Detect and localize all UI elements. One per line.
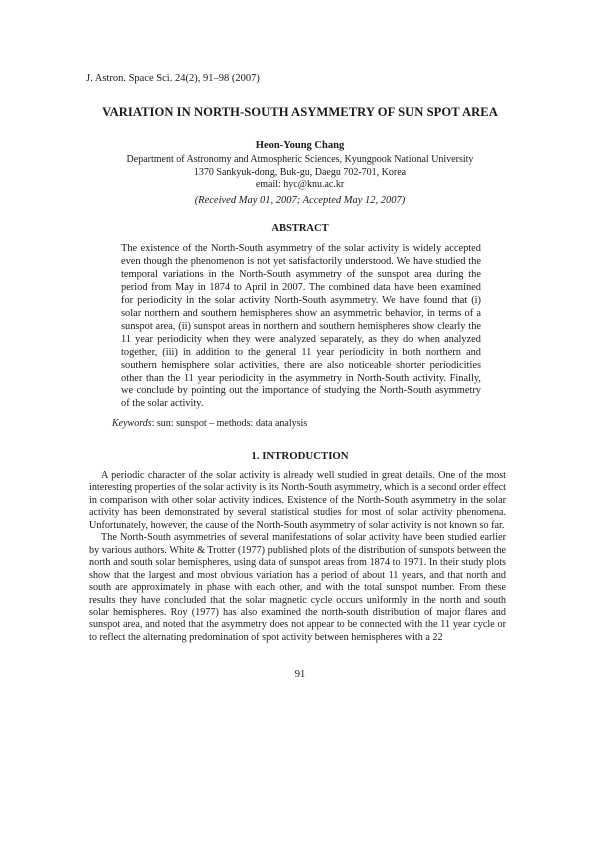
journal-reference: J. Astron. Space Sci. 24(2), 91–98 (2007) [86, 73, 260, 84]
keywords-line [112, 418, 307, 429]
body-paragraph: A periodic character of the solar activity is already well studied in great details. One of the most interesting properties of the solar activity is its North-South asymmetry, which is a second order effect in comparison with other solar activity indices. Existence of the North-South asymmetry in the solar activity has been demonstrated by several statistical studies for most of solar activity phenomena. Unfortunately, however, the cause of the North-South asymmetry of solar activity is not known so far. [89, 470, 506, 531]
abstract-text: The existence of the North-South asymmetry of the solar activity is widely accepted even though the phenomenon is not yet satisfactorily understood. We have studied the temporal variations in the North-South asymmetry of the sunspot area during the period from May in 1874 to April in 2007. The combined data have been examined for periodicity in the solar activity North-South asymmetry. We have found that (i) solar northern and southern hemispheres show an asymmetric behavior, in terms of a sunspot area, (ii) sunspot areas in northern and southern hemispheres show clearly the 11 year periodicity when they were analyzed separately, as they do when analyzed together, (iii) in addition to the general 11 year periodicity in both northern and southern hemisphere solar activities, there are also noticeable shorter periodicities other than the 11 year periodicity in the asymmetry in North-South activity. Finally, we conclude by pointing out the importance of studying the North-South asymmetry of the solar activity. [121, 243, 481, 410]
paper-title: VARIATION IN NORTH-SOUTH ASYMMETRY OF SUN SPOT AREA [102, 105, 498, 119]
keywords-label: Keywords [112, 418, 152, 429]
affiliation-email: email: hyc@knu.ac.kr [255, 179, 345, 190]
author-name: Heon-Young Chang [255, 140, 345, 151]
affiliation-department: Department of Astronomy and Atmospheric Sciences, Kyungpook National University [126, 154, 474, 165]
affiliation-address: 1370 Sankyuk-dong, Buk-gu, Daegu 702-701, Korea [193, 166, 407, 178]
section-heading-introduction: 1. INTRODUCTION [251, 450, 349, 462]
body-paragraph: The North-South asymmetries of several manifestations of solar activity have been studied earlier by various authors. White & Trotter (1977) published plots of the distribution of sunspots between the north and south solar hemispheres, using data of sunspot areas from 1874 to 1971. In their study plots show that the largest and most obvious variation has a period of about 11 years, and that north and south are approximately in phase with each other, and with the total sunspot number. From these results they have concluded that the solar magnetic cycle occurs uniformly in the north and south solar hemispheres. Roy (1977) has also examined the north-south distribution of major flares and sunspot area, and noted that the asymmetry does not appear to be connected with the 11 year cycle or to reflect the alternating predomination of spot activity between hemispheres with a 22 [89, 532, 506, 643]
affiliation-block [0, 154, 600, 192]
abstract-heading: ABSTRACT [271, 223, 329, 234]
page-number: 91 [294, 669, 306, 680]
introduction-body [89, 470, 506, 644]
received-dates: (Received May 01, 2007; Accepted May 12, 2007) [194, 195, 406, 206]
keywords-text: : sun: sunspot – methods: data analysis [151, 418, 308, 429]
